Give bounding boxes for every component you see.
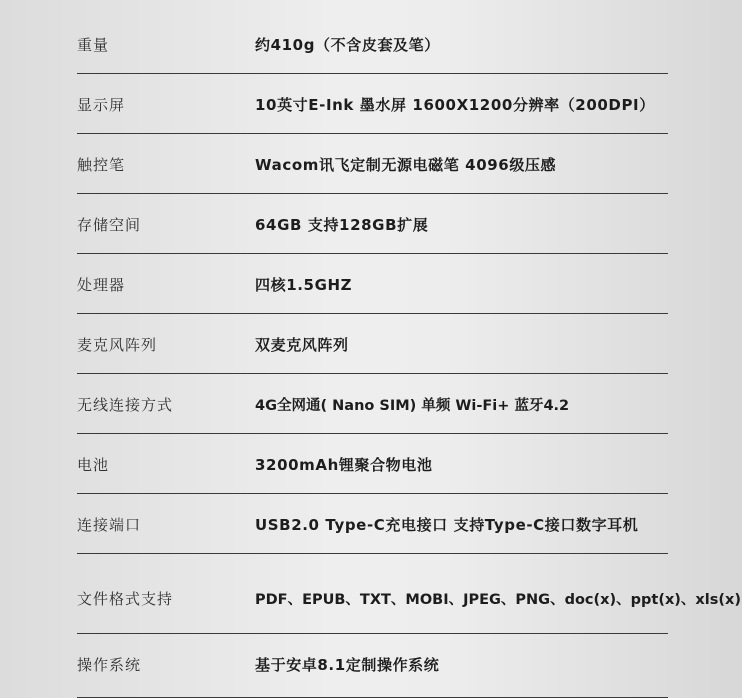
spec-row-processor xyxy=(77,254,668,314)
spec-value: 10英寸E-Ink 墨水屏 1600X1200分辨率（200DPI） xyxy=(255,96,655,114)
spec-label: 触控笔 xyxy=(77,156,126,174)
spec-value: Wacom讯飞定制无源电磁笔 4096级压感 xyxy=(255,156,557,174)
spec-value: 基于安卓8.1定制操作系统 xyxy=(255,656,440,674)
spec-table xyxy=(77,0,741,698)
spec-value: 约410g（不含皮套及笔） xyxy=(255,36,440,54)
spec-label: 显示屏 xyxy=(77,96,126,114)
spec-label: 文件格式支持 xyxy=(77,590,174,608)
spec-row-battery xyxy=(77,434,668,494)
spec-row-stylus xyxy=(77,134,668,194)
spec-label: 重量 xyxy=(77,36,110,54)
spec-row-ports xyxy=(77,494,668,554)
spec-value: 双麦克风阵列 xyxy=(255,336,349,354)
spec-value: 3200mAh锂聚合物电池 xyxy=(255,456,433,474)
spec-row-weight xyxy=(77,0,668,74)
spec-label: 存储空间 xyxy=(77,216,142,234)
spec-row-os xyxy=(77,634,668,698)
spec-label: 连接端口 xyxy=(77,516,142,534)
spec-row-storage xyxy=(77,194,668,254)
spec-row-file-formats xyxy=(77,554,741,634)
spec-label: 麦克风阵列 xyxy=(77,336,158,354)
spec-row-microphone xyxy=(77,314,668,374)
spec-value: 四核1.5GHZ xyxy=(255,276,353,294)
spec-label: 无线连接方式 xyxy=(77,396,174,414)
spec-value: PDF、EPUB、TXT、MOBI、JPEG、PNG、doc(x)、ppt(x)、xls(x) xyxy=(255,592,741,608)
spec-label: 电池 xyxy=(77,456,110,474)
spec-value: USB2.0 Type-C充电接口 支持Type-C接口数字耳机 xyxy=(255,516,639,534)
spec-value: 64GB 支持128GB扩展 xyxy=(255,216,429,234)
spec-row-display xyxy=(77,74,668,134)
spec-label: 操作系统 xyxy=(77,656,142,674)
spec-value: 4G全网通( Nano SIM) 单频 Wi-Fi+ 蓝牙4.2 xyxy=(255,398,570,414)
spec-row-wireless xyxy=(77,374,668,434)
spec-label: 处理器 xyxy=(77,276,126,294)
